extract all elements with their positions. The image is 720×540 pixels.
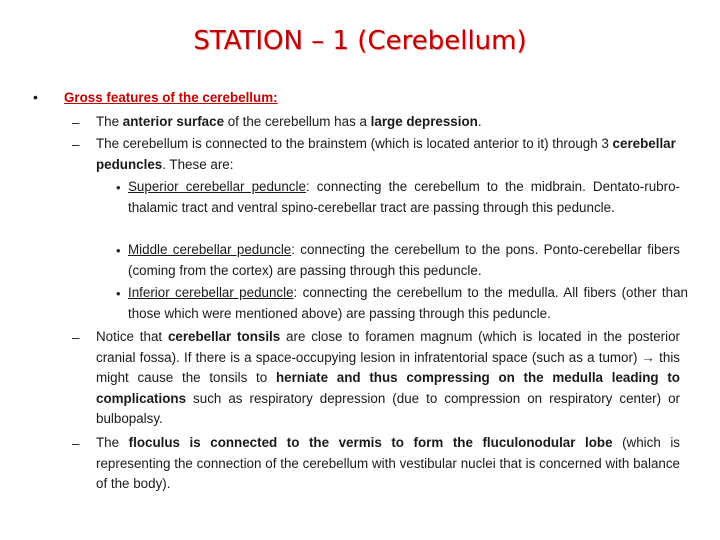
sub-bullet: •: [116, 180, 121, 195]
sub-bullet: •: [116, 286, 121, 301]
slide-title: STATION – 1 (Cerebellum): [193, 26, 527, 56]
subitem-superior-peduncle: Superior cerebellar peduncle: connecting the cerebellum to the midbrain. Dentato-rubro-thalamic tract and ventral spino-cerebellar tract are passing through this peduncle.: [128, 179, 680, 215]
subitem-middle-peduncle: Middle cerebellar peduncle: connecting the cerebellum to the pons. Ponto-cerebellar fibers (coming from the cortex) are passing through this peduncle.: [128, 242, 680, 278]
level1-bullet: •: [33, 89, 38, 105]
item-peduncles-intro: The cerebellum is connected to the brainstem (which is located anterior to it) through 3 cerebellar peduncles. These are:: [96, 136, 676, 172]
dash-bullet: –: [72, 436, 80, 451]
sub-bullet: •: [116, 243, 121, 258]
dash-bullet: –: [72, 137, 80, 152]
item-flocculonodular-lobe: The floculus is connected to the vermis to form the fluculonodular lobe (which is representing the connection of the cerebellum with vestibular nuclei that is concerned with balance of the body).: [96, 435, 680, 492]
dash-bullet: –: [72, 115, 80, 130]
section-heading: Gross features of the cerebellum:: [64, 90, 278, 105]
item-anterior-surface: The anterior surface of the cerebellum has a large depression.: [96, 114, 482, 129]
dash-bullet: –: [72, 330, 80, 345]
subitem-inferior-peduncle: Inferior cerebellar peduncle: connecting the cerebellum to the medulla. All fibers (other than those which were mentioned above) are passing through this peduncle.: [128, 285, 688, 321]
item-cerebellar-tonsils: Notice that cerebellar tonsils are close to foramen magnum (which is located in the posterior cranial fossa). If there is a space-occupying lesion in infratentorial space (such as a tumor) → this might cause the tonsils to herniate and thus compressing on the medulla leading to complications such as respiratory depression (due to compression on respiratory center) or bulbopalsy.: [96, 329, 681, 427]
